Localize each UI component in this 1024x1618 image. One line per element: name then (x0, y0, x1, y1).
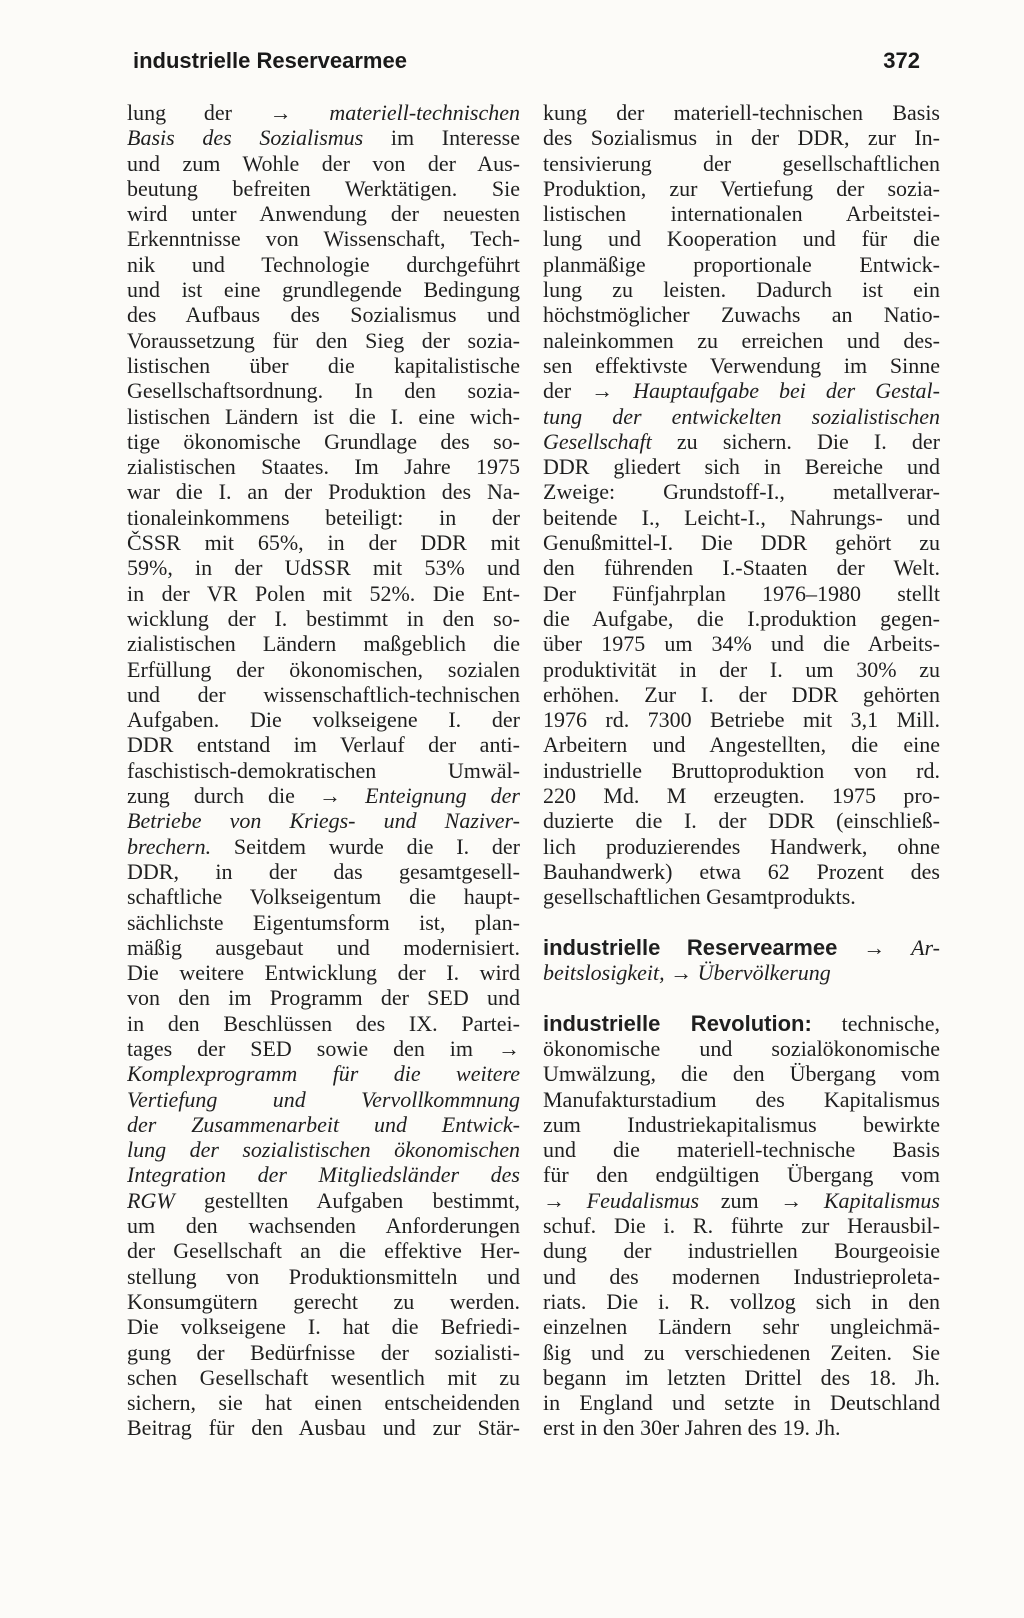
text-line (127, 732, 520, 757)
text-segment: und der wissenschaftlich-technischen (127, 681, 520, 707)
text-segment: der Gesellschaft an die effektive Her- (127, 1238, 520, 1264)
text-line (127, 1188, 520, 1213)
text-line (127, 758, 520, 783)
text-segment: sächlichste Eigentumsform ist, plan- (127, 909, 520, 935)
text-line (127, 378, 520, 403)
text-segment: tionaleinkommens beteiligt: in der (127, 504, 520, 530)
text-segment: Manufakturstadium des Kapitalismus (543, 1086, 940, 1112)
text-segment: Zweige: Grundstoff-I., metallverar- (543, 479, 940, 505)
text-line (127, 277, 520, 302)
text-line (543, 834, 940, 859)
italic-term: RGW (127, 1187, 175, 1213)
text-line (127, 1112, 520, 1137)
text-line (543, 859, 940, 884)
text-line (543, 404, 940, 429)
text-line (543, 1238, 940, 1263)
text-line (543, 555, 940, 580)
text-segment: stellung von Produktionsmitteln und (127, 1263, 520, 1289)
text-segment: über 1975 um 34% und die Arbeits- (543, 631, 940, 657)
text-line (543, 151, 940, 176)
text-line (543, 378, 940, 403)
text-line (127, 1036, 520, 1061)
italic-term: Ar- (911, 934, 940, 960)
text-segment: ßig und zu verschiedenen Zeiten. Sie (543, 1339, 940, 1365)
text-segment: Voraussetzung für den Sieg der sozia- (127, 327, 520, 353)
text-line (543, 783, 940, 808)
text-segment: → (664, 960, 698, 986)
text-line (543, 201, 940, 226)
text-line (127, 1340, 520, 1365)
text-segment: von den im Programm der SED und (127, 985, 520, 1011)
text-segment: Beitrag für den Ausbau und zur Stär- (127, 1415, 520, 1441)
text-segment: des Sozialismus in der DDR, zur In- (543, 125, 940, 151)
text-segment: 1976 rd. 7300 Betriebe mit 3,1 Mill. (543, 707, 940, 733)
text-line (127, 505, 520, 530)
text-line (127, 454, 520, 479)
italic-term: Vertiefung und Vervollkommnung (127, 1086, 520, 1112)
text-segment: erst in den 30er Jahren des 19. Jh. (543, 1415, 841, 1441)
text-line (127, 353, 520, 378)
text-line (543, 125, 940, 150)
text-line (127, 985, 520, 1010)
text-line (127, 783, 520, 808)
text-line (543, 479, 940, 504)
text-segment: Konsumgütern gerecht zu werden. (127, 1288, 520, 1314)
text-line (543, 1087, 940, 1112)
text-segment: um den wachsenden Anforderungen (127, 1213, 520, 1239)
text-segment: listischen Ländern ist die I. eine wich- (127, 403, 520, 429)
text-line (543, 277, 940, 302)
text-line (127, 555, 520, 580)
italic-term: Basis des Sozialismus (127, 125, 364, 151)
text-segment: sichern, sie hat einen entscheidenden (127, 1390, 520, 1416)
text-line (127, 1238, 520, 1263)
text-line (127, 960, 520, 985)
text-segment: erhöhen. Zur I. der DDR gehörten (543, 681, 940, 707)
text-segment: mäßig ausgebaut und modernisiert. (127, 934, 520, 960)
text-line (127, 682, 520, 707)
text-segment: ČSSR mit 65%, in der DDR mit (127, 530, 520, 556)
text-segment: schen Gesellschaft wesentlich mit zu (127, 1364, 520, 1390)
text-segment: tages der SED sowie den im → (127, 1035, 520, 1061)
text-segment: DDR entstand im Verlauf der anti- (127, 732, 520, 758)
text-line (127, 1264, 520, 1289)
italic-term: Hauptaufgabe bei der Gestal- (633, 378, 940, 404)
text-line (543, 353, 940, 378)
text-segment: Aufgaben. Die volkseigene I. der (127, 707, 520, 733)
text-line (127, 1011, 520, 1036)
text-segment: zialistischen Staates. Im Jahre 1975 (127, 454, 520, 480)
text-segment: zung durch die → (127, 783, 366, 809)
text-line (127, 328, 520, 353)
text-segment: Bauhandwerk) etwa 62 Prozent des (543, 858, 940, 884)
text-segment: in der VR Polen mit 52%. Die Ent- (127, 580, 520, 606)
dictionary-entry (543, 100, 940, 910)
text-line (127, 834, 520, 859)
text-segment: tige ökonomische Grundlage des so- (127, 428, 520, 454)
headword: industrielle Revolution: (543, 1010, 812, 1036)
text-segment: den führenden I.-Staaten der Welt. (543, 555, 940, 581)
text-segment: tensivierung der gesellschaftlichen (543, 150, 940, 176)
text-segment: zum → (699, 1187, 824, 1213)
text-segment: gesellschaftlichen Gesamtprodukts. (543, 884, 856, 910)
left-column (127, 100, 520, 1441)
text-line (543, 429, 940, 454)
text-segment: schuf. Die i. R. führte zur Herausbil- (543, 1213, 940, 1239)
text-line (127, 100, 520, 125)
text-line (543, 606, 940, 631)
italic-term: Kapitalismus (823, 1187, 940, 1213)
italic-term: Enteignung der (365, 783, 520, 809)
text-segment: produktivität in der I. um 30% zu (543, 656, 940, 682)
dictionary-entry (543, 935, 940, 986)
text-line (127, 252, 520, 277)
text-line (543, 176, 940, 201)
text-segment: lung und Kooperation und für die (543, 226, 940, 252)
text-line (127, 1415, 520, 1440)
text-segment: nik und Technologie durchgeführt (127, 251, 520, 277)
text-segment: wicklung der I. bestimmt in den so- (127, 605, 520, 631)
text-line (127, 404, 520, 429)
page-number: 372 (883, 48, 920, 73)
text-line (543, 1340, 940, 1365)
text-line (543, 1314, 940, 1339)
text-line (543, 960, 940, 985)
text-segment: lung der → (127, 100, 330, 125)
text-segment: Seitdem wurde die I. der (211, 833, 520, 859)
italic-term: lung der sozialistischen ökonomischen (127, 1137, 520, 1163)
text-line (543, 1137, 940, 1162)
text-line (543, 252, 940, 277)
text-line (127, 935, 520, 960)
text-line (127, 201, 520, 226)
text-segment: und die materiell-technische Basis (543, 1137, 940, 1163)
text-segment: für den endgültigen Übergang vom (543, 1162, 940, 1188)
text-segment: ökonomische und sozialökonomische (543, 1035, 940, 1061)
text-segment: und des modernen Industrieproleta- (543, 1263, 940, 1289)
text-line (543, 808, 940, 833)
text-segment: kung der materiell-technischen Basis (543, 100, 940, 125)
italic-term: Komplexprogramm für die weitere (127, 1061, 520, 1087)
text-line (543, 1415, 940, 1440)
text-line (543, 454, 940, 479)
dictionary-entry (127, 100, 520, 1441)
text-line (543, 631, 940, 656)
text-line (127, 479, 520, 504)
text-segment: Genußmittel-I. Die DDR gehört zu (543, 530, 940, 556)
text-line (543, 1365, 940, 1390)
text-segment: Gesellschaftsordnung. In den sozia- (127, 378, 520, 404)
text-segment: war die I. an der Produktion des Na- (127, 479, 520, 505)
italic-term: Betriebe von Kriegs- und Naziver- (127, 808, 520, 834)
italic-term: Übervölkerung (697, 960, 831, 986)
text-segment: zum Industriekapitalismus bewirkte (543, 1111, 940, 1137)
text-segment: 220 Md. M erzeugten. 1975 pro- (543, 783, 940, 809)
text-line (543, 707, 940, 732)
italic-term: Integration der Mitgliedsländer des (127, 1162, 520, 1188)
text-line (543, 1112, 940, 1137)
text-segment: industrielle Bruttoproduktion von rd. (543, 757, 940, 783)
text-segment: dung der industriellen Bourgeoisie (543, 1238, 940, 1264)
text-segment: naleinkommen zu erreichen und des- (543, 327, 940, 353)
text-segment: Erfüllung der ökonomischen, sozialen (127, 656, 520, 682)
text-line (543, 1162, 940, 1187)
text-line (543, 100, 940, 125)
text-line (127, 657, 520, 682)
running-title: industrielle Reservearmee (133, 48, 407, 73)
text-line (127, 884, 520, 909)
text-segment: technische, (811, 1010, 940, 1036)
text-line (127, 1162, 520, 1187)
text-line (543, 1390, 940, 1415)
text-segment: höchstmöglicher Zuwachs an Natio- (543, 302, 940, 328)
text-segment: DDR gliedert sich in Bereiche und (543, 454, 940, 480)
text-segment: DDR, in der das gesamtgesell- (127, 858, 520, 884)
text-line (127, 631, 520, 656)
italic-term: Feudalismus (586, 1187, 700, 1213)
text-segment: zialistischen Ländern maßgeblich die (127, 631, 520, 657)
text-segment: und zum Wohle der von der Aus- (127, 150, 520, 176)
text-segment: beitende I., Leicht-I., Nahrungs- und (543, 504, 940, 530)
text-line (543, 657, 940, 682)
text-line (543, 682, 940, 707)
text-line (127, 581, 520, 606)
text-line (543, 581, 940, 606)
italic-term: Gesellschaft (543, 428, 652, 454)
text-segment: duzierte die I. der DDR (einschließ- (543, 808, 940, 834)
text-segment: einzelnen Ländern sehr ungleichmä- (543, 1314, 940, 1340)
text-line (127, 808, 520, 833)
italic-term: materiell-technischen (329, 100, 520, 125)
text-segment: Erkenntnisse von Wissenschaft, Tech- (127, 226, 520, 252)
italic-term: tung der entwickelten sozialistischen (543, 403, 940, 429)
text-line (127, 1213, 520, 1238)
text-segment: die Aufgabe, die I.produktion gegen- (543, 605, 940, 631)
text-line (543, 1188, 940, 1213)
text-segment: in England und setzte in Deutschland (543, 1390, 940, 1416)
text-segment: zu sichern. Die I. der (651, 428, 940, 454)
text-segment: der → (543, 378, 634, 404)
text-segment: lich produzierendes Handwerk, ohne (543, 833, 940, 859)
text-line (543, 1264, 940, 1289)
text-segment: in den Beschlüssen des IX. Partei- (127, 1010, 520, 1036)
text-segment: → (837, 934, 912, 960)
text-segment: riats. Die i. R. vollzog sich in den (543, 1288, 940, 1314)
text-line (543, 758, 940, 783)
text-line (543, 1036, 940, 1061)
text-segment: beutung befreiten Werktätigen. Sie (127, 175, 520, 201)
text-segment: 59%, in der UdSSR mit 53% und (127, 555, 520, 581)
text-line (127, 125, 520, 150)
text-segment: planmäßige proportionale Entwick- (543, 251, 940, 277)
text-segment: Die volkseigene I. hat die Befriedi- (127, 1314, 520, 1340)
dictionary-entry (543, 1011, 940, 1441)
text-line (543, 1289, 940, 1314)
text-segment: und ist eine grundlegende Bedingung (127, 277, 520, 303)
text-line (543, 1011, 940, 1036)
text-line (127, 1289, 520, 1314)
right-column (543, 100, 940, 1441)
italic-term: brechern. (127, 833, 212, 859)
text-line (543, 732, 940, 757)
text-line (127, 429, 520, 454)
text-segment: wird unter Anwendung der neuesten (127, 201, 520, 227)
text-line (127, 530, 520, 555)
headword: industrielle Reservearmee (543, 934, 838, 960)
text-line (127, 859, 520, 884)
text-line (127, 707, 520, 732)
text-line (127, 910, 520, 935)
text-line (127, 1390, 520, 1415)
text-line (127, 1087, 520, 1112)
text-line (127, 302, 520, 327)
text-line (543, 1213, 940, 1238)
text-segment: gung der Bedürfnisse der sozialisti- (127, 1339, 520, 1365)
text-segment: listischen über die kapitalistische (127, 352, 520, 378)
text-segment: lung zu leisten. Dadurch ist ein (543, 277, 940, 303)
text-segment: des Aufbaus des Sozialismus und (127, 302, 520, 328)
text-line (127, 1061, 520, 1086)
text-segment: Arbeitern und Angestellten, die eine (543, 732, 940, 758)
text-line (127, 151, 520, 176)
text-segment: gestellten Aufgaben bestimmt, (174, 1187, 520, 1213)
text-line (543, 884, 940, 909)
text-line (127, 226, 520, 251)
text-line (127, 176, 520, 201)
text-line (543, 226, 940, 251)
italic-term: der Zusammenarbeit und Entwick- (127, 1111, 520, 1137)
text-line (543, 302, 940, 327)
text-segment: Der Fünfjahrplan 1976–1980 stellt (543, 580, 940, 606)
text-line (127, 1314, 520, 1339)
text-segment: Umwälzung, die den Übergang vom (543, 1061, 940, 1087)
text-line (543, 1061, 940, 1086)
text-line (543, 530, 940, 555)
text-line (543, 328, 940, 353)
text-line (543, 935, 940, 960)
text-segment: listischen internationalen Arbeitstei- (543, 201, 940, 227)
text-line (127, 1137, 520, 1162)
text-segment: schaftliche Volkseigentum die haupt- (127, 884, 520, 910)
text-line (127, 1365, 520, 1390)
text-segment: Die weitere Entwicklung der I. wird (127, 960, 520, 986)
text-segment: im Interesse (363, 125, 520, 151)
text-line (127, 606, 520, 631)
text-segment: → (543, 1187, 587, 1213)
italic-term: beitslosigkeit, (543, 960, 665, 986)
text-segment: begann im letzten Drittel des 18. Jh. (543, 1364, 940, 1390)
text-segment: sen effektivste Verwendung im Sinne (543, 352, 940, 378)
text-segment: faschistisch-demokratischen Umwäl- (127, 757, 520, 783)
text-segment: Produktion, zur Vertiefung der sozia- (543, 175, 940, 201)
text-line (543, 505, 940, 530)
